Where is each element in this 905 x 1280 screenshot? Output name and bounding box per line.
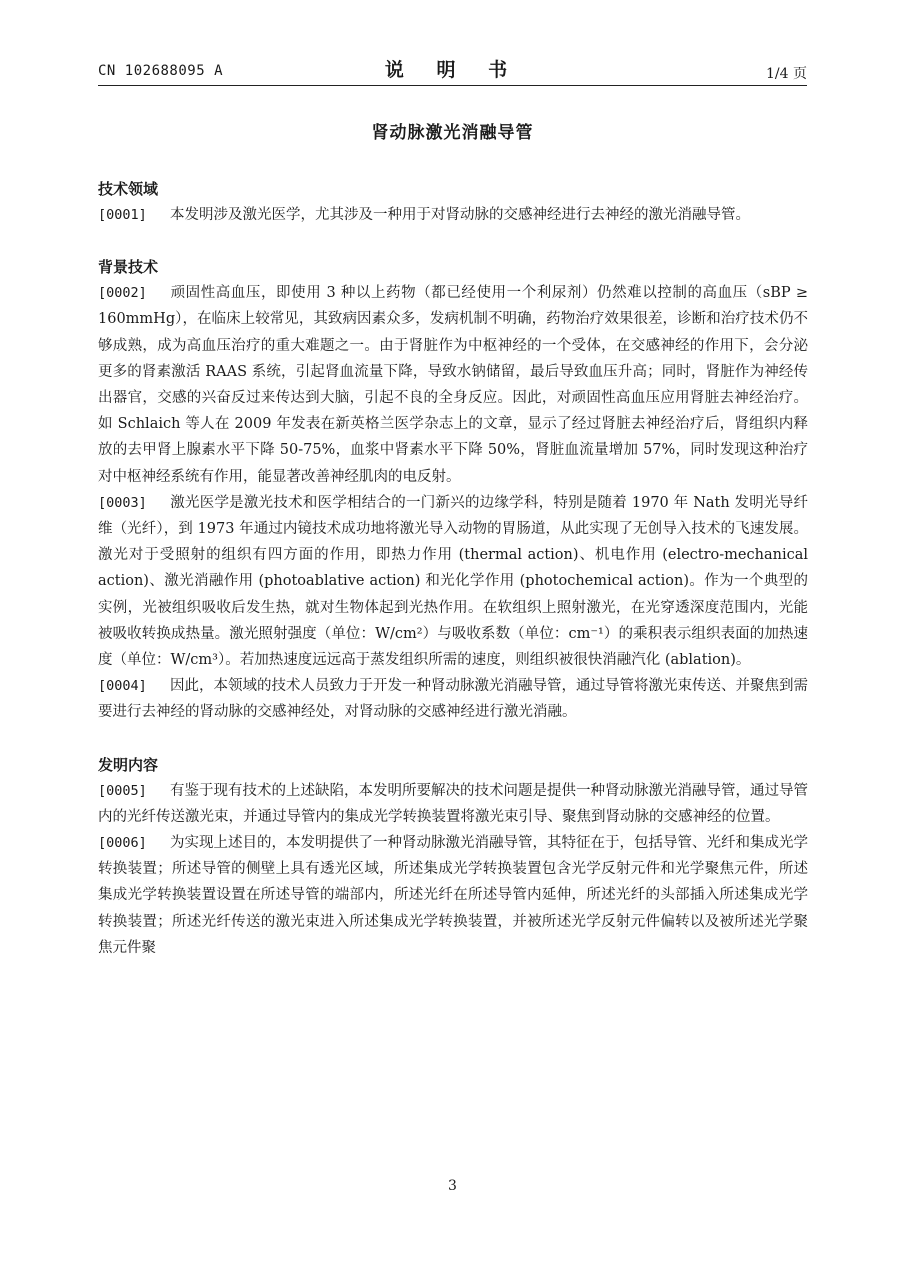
paragraph <box>98 673 808 725</box>
section-gap <box>98 228 808 254</box>
section-background <box>98 254 808 725</box>
paragraph <box>98 490 808 673</box>
paragraph-text: 有鉴于现有技术的上述缺陷，本发明所要解决的技术问题是提供一种肾动脉激光消融导管，通过导管内的光纤传送激光束，并通过导管内的集成光学转换装置将激光束引导、聚焦到肾动脉的交感神经的位置。 <box>98 782 808 825</box>
page-header <box>98 55 807 83</box>
section-heading: 背景技术 <box>98 258 159 277</box>
paragraph-number: [0005] <box>98 782 147 799</box>
paragraph-number: [0006] <box>98 835 147 852</box>
document-body <box>98 176 808 961</box>
paragraph <box>98 202 808 228</box>
paragraph-text: 顽固性高血压，即使用 3 种以上药物（都已经使用一个利尿剂）仍然难以控制的高血压（sBP ≥ 160mmHg），在临床上较常见，其致病因素众多，发病机制不明确，药物治疗效果很差，诊断和治疗技术仍不够成熟，成为高血压治疗的重大难题之一。由于肾脏作为中枢神经的一个受体，在交感神经的作用下，会分泌更多的肾素激活 RAAS 系统，引起肾血流量下降，导致水钠储留，最后导致血压升高；同时，肾脏作为神经传出器官，交感的兴奋反过来传达到大脑，引起不良的全身反应。因此，对顽固性高血压应用肾脏去神经治疗。如 Schlaich 等人在 2009 年发表在新英格兰医学杂志上的文章，显示了经过肾脏去神经治疗后，肾组织内释放的去甲肾上腺素水平下降 50-75%，血浆中肾素水平下降 50%，肾脏血流量增加 57%，同时发现这种治疗对中枢神经系统有作用，能显著改善神经肌肉的电反射。 <box>98 285 808 485</box>
paragraph-text: 为实现上述目的，本发明提供了一种肾动脉激光消融导管，其特征在于，包括导管、光纤和集成光学转换装置；所述导管的侧壁上具有透光区域，所述集成光学转换装置包含光学反射元件和光学聚焦元件，所述集成光学转换装置设置在所述导管的端部内，所述光纤在所述导管内延伸，所述光纤的头部插入所述集成光学转换装置；所述光纤传送的激光束进入所述集成光学转换装置，并被所述光学反射元件偏转以及被所述光学聚焦元件聚 <box>98 835 808 956</box>
paragraph <box>98 280 808 490</box>
page-number: 3 <box>448 1178 457 1194</box>
paragraph-text: 本发明涉及激光医学，尤其涉及一种用于对肾动脉的交感神经进行去神经的激光消融导管。 <box>170 207 750 223</box>
section-heading: 发明内容 <box>98 755 159 774</box>
section-gap <box>98 726 808 752</box>
section-label: 说 明 书 <box>384 59 521 81</box>
paragraph <box>98 830 808 961</box>
section-invention-content <box>98 752 808 961</box>
paragraph-number: [0004] <box>98 678 147 695</box>
document-number: CN 102688095 A <box>98 63 224 79</box>
paragraph-number: [0002] <box>98 285 147 302</box>
document-title: 肾动脉激光消融导管 <box>371 123 534 143</box>
section-heading: 技术领域 <box>98 180 159 198</box>
paragraph-number: [0001] <box>98 207 147 223</box>
paragraph-text: 因此，本领域的技术人员致力于开发一种肾动脉激光消融导管，通过导管将激光束传送、并聚焦到需要进行去神经的肾动脉的交感神经处，对肾动脉的交感神经进行激光消融。 <box>98 678 808 721</box>
paragraph <box>98 778 808 830</box>
paragraph-text: 激光医学是激光技术和医学相结合的一门新兴的边缘学科，特别是随着 1970 年 Nath 发明光导纤维（光纤），到 1973 年通过内镜技术成功地将激光导入动物的胃肠道，从此实现了无创导入技术的飞速发展。激光对于受照射的组织有四方面的作用，即热力作用 (thermal action)、机电作用 (electro-mechanical action)、激光消融作用 (photoablative action) 和光化学作用 (photochemical action)。作为一个典型的实例，光被组织吸收后发生热，就对生物体起到光热作用。在软组织上照射激光，在光穿透深度范围内，光能被吸收转换成热量。激光照射强度（单位：W/cm²）与吸收系数（单位：cm⁻¹）的乘积表示组织表面的加热速度（单位：W/cm³）。若加热速度远远高于蒸发组织所需的速度，则组织被很快消融汽化 (ablation)。 <box>98 494 808 669</box>
page-indicator: 1/4 页 <box>766 66 807 82</box>
header-rule <box>98 85 807 86</box>
paragraph-number: [0003] <box>98 494 147 511</box>
section-technical-field <box>98 176 808 228</box>
